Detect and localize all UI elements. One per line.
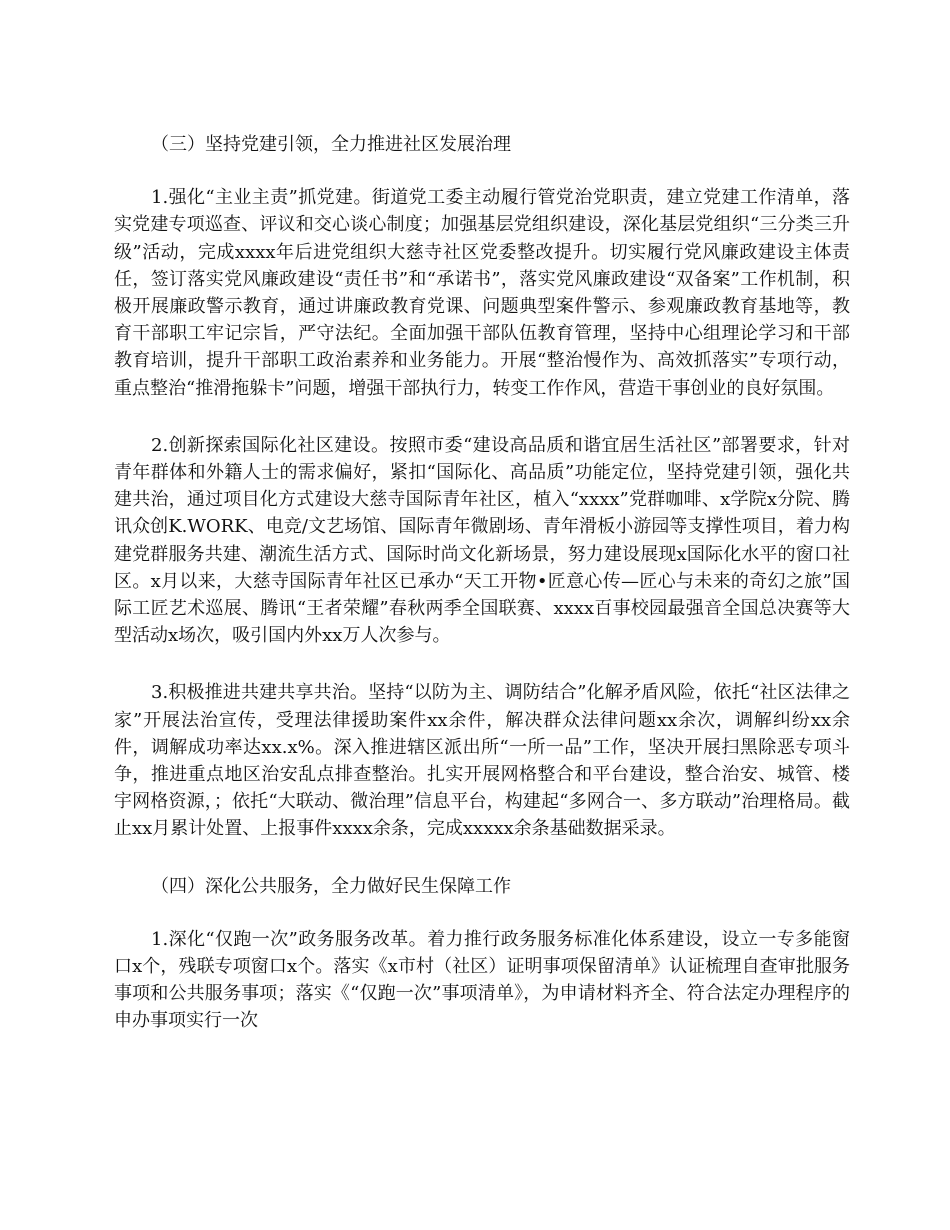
spacer xyxy=(114,843,850,873)
document-page xyxy=(114,131,850,1035)
section-3-heading: （三）坚持党建引领，全力推进社区发展治理 xyxy=(151,134,511,155)
section-3-paragraph-2: 2.创新探索国际化社区建设。按照市委“建设高品质和谐宜居生活社区”部署要求，针对青年群体和外籍人士的需求偏好，紧扣“国际化、高品质”功能定位，坚持党建引领，强化共建共治，通过项目化方式建设大慈寺国际青年社区，植入“xxxx”党群咖啡、x学院x分院、腾讯众创K.WORK、电竞/文艺场馆、国际青年微剧场、青年滑板小游园等支撑性项目，着力构建党群服务共建、潮流生活方式、国际时尚文化新场景，努力建设展现x国际化水平的窗口社区。x月以来，大慈寺国际青年社区已承办“天工开物•匠意心传—匠心与未来的奇幻之旅”国际工匠艺术巡展、腾讯“王者荣耀”春秋两季全国联赛、xxxx百事校园最强音全国总决赛等大型活动x场次，吸引国内外xx万人次参与。 xyxy=(114,434,850,647)
section-4-paragraph-1: 1.深化“仅跑一次”政务服务改革。着力推行政务服务标准化体系建设，设立一专多能窗口x个，残联专项窗口x个。落实《x市村（社区）证明事项保留清单》认证梳理自查审批服务事项和公共服务事项；落实《“仅跑一次”事项清单》，为申请材料齐全、符合法定办理程序的申办事项实行一次 xyxy=(114,928,850,1032)
section-4-heading: （四）深化公共服务，全力做好民生保障工作 xyxy=(151,875,511,897)
spacer xyxy=(114,649,850,679)
spacer xyxy=(114,158,850,184)
section-3-paragraph-3: 3.积极推进共建共享共治。坚持“以防为主、调防结合”化解矛盾风险，依托“社区法律之家”开展法治宣传，受理法律援助案件xx余件，解决群众法律问题xx余次，调解纠纷xx余件，调解成功率达xx.x%。深入推进辖区派出所“一所一品”工作，坚决开展扫黑除恶专项斗争，推进重点地区治安乱点排查整治。扎实开展网格整合和平台建设，整合治安、城管、楼宇网格资源，；依托“大联动、微治理”信息平台，构建起“多网合一、多方联动”治理格局。截止xx月累计处置、上报事件xxxx余条，完成xxxxx余条基础数据采录。 xyxy=(114,682,850,840)
section-3-paragraph-1: 1.强化“主业主责”抓党建。街道党工委主动履行管党治党职责，建立党建工作清单，落实党建专项巡查、评议和交心谈心制度；加强基层党组织建设，深化基层党组织“三分类三升级”活动，完成xxxx年后进党组织大慈寺社区党委整改提升。切实履行党风廉政建设主体责任，签订落实党风廉政建设“责任书”和“承诺书”，落实党风廉政建设“双备案”工作机制，积极开展廉政警示教育，通过讲廉政教育党课、问题典型案件警示、参观廉政教育基地等，教育干部职工牢记宗旨，严守法纪。全面加强干部队伍教育管理，坚持中心组理论学习和干部教育培训，提升干部职工政治素养和业务能力。开展“整治慢作为、高效抓落实”专项行动，重点整治“推滑拖躲卡”问题，增强干部执行力，转变工作作风，营造干事创业的良好氛围。 xyxy=(114,187,850,399)
spacer xyxy=(114,900,850,926)
spacer xyxy=(114,402,850,432)
